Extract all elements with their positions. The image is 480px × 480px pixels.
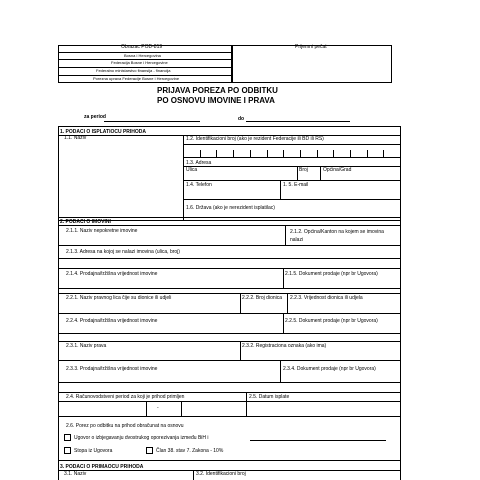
id-cell-divider [250, 150, 251, 157]
shares-market-value-label: 2.2.4. Prodajna/tržišna vrijednost imovine [66, 318, 158, 324]
period-from-label: za period [84, 114, 106, 120]
issuer-line-4: Porezna uprava Federacije Bosne i Hercegovine [93, 76, 180, 81]
recipient-name-label: 3.1. Naziv [64, 471, 87, 477]
shares-sale-document-label: 2.2.5. Dokument prodaje (npr br Ugovora) [285, 318, 378, 324]
property-sale-document-label: 2.1.5. Dokument prodaje (npr br Ugovora) [285, 271, 378, 277]
issuer-line-3: Federalno ministarstvo finansija - financija [96, 68, 171, 73]
payer-address-label: 1.3. Adresa [186, 160, 212, 166]
right-registration-label: 2.3.2. Registraciona oznaka (ako ima) [242, 343, 327, 349]
treaty-rate-checkbox[interactable] [64, 447, 71, 454]
id-cell-divider [233, 150, 234, 157]
period-from-field[interactable] [104, 121, 200, 122]
section3-heading: 3. PODACI O PRIMAOCU PRIHODA [60, 464, 144, 470]
section2-heading: 2. PODACI O IMOVINI [60, 219, 111, 225]
id-cell-divider [367, 150, 368, 157]
right-sale-document-label: 2.3.4. Dokument prodaje (npr br Ugovora) [283, 366, 376, 372]
payer-id-label: 1.2. Identifikacioni broj (ako je rezident Federacije ili BD ili RS) [186, 136, 324, 142]
id-cell-divider [350, 150, 351, 157]
article-38-label: Član 38. stav 7. Zakona - 10% [156, 448, 224, 454]
payer-street-label: Ulica [186, 167, 198, 173]
property-address-label: 2.1.3. Adresa na kojoj se nalazi imovina (ulica, broj) [66, 249, 180, 255]
form-code: Obrazac POD-819 [121, 44, 163, 50]
withholding-basis-label: 2.6. Porez po odbitku na prihod obračunat na osnovu [66, 423, 184, 429]
received-stamp-box [232, 45, 392, 83]
payment-date-label: 2.5. Datum isplate [249, 394, 290, 400]
issuer-line-1: Bosna i Hercegovina [124, 53, 161, 58]
received-stamp-label: Prijemni pečat [295, 44, 327, 50]
payer-country-label: 1.6. Država (ako je nerezident isplatilac) [186, 205, 275, 211]
form-title-line-2: PO OSNOVU IMOVINE I PRAVA [157, 96, 275, 105]
treaty-rate-label: Stopa iz Ugovora [74, 448, 113, 454]
period-separator: - [157, 405, 159, 411]
shares-count-label: 2.2.2. Broj dionica [242, 295, 283, 301]
id-cell-divider [267, 150, 268, 157]
id-cell-divider [333, 150, 334, 157]
id-cell-divider [283, 150, 284, 157]
issuer-line-2: Federacija Bosne i Hercegovine [111, 60, 168, 65]
period-to-label: do [238, 116, 245, 122]
recipient-id-label: 3.2. Identifikacioni broj [196, 471, 246, 477]
property-name-label: 2.1.1. Naziv nepokretne imovine [66, 228, 138, 234]
id-cell-divider [216, 150, 217, 157]
payer-municipality-label: Općina/Grad [323, 167, 352, 173]
treaty-option-label: Ugovor o izbjegavanju dvostrukog oporezivanja između BiH i [74, 435, 209, 441]
right-value-label: 2.3.3. Prodajna/tržišna vrijednost imovine [66, 366, 158, 372]
payer-name-field[interactable] [64, 142, 182, 212]
id-cell-divider [200, 150, 201, 157]
id-cell-divider [300, 150, 301, 157]
id-cell-divider [317, 150, 318, 157]
treaty-country-field[interactable] [250, 440, 386, 441]
id-cell-divider [383, 150, 384, 157]
payer-phone-label: 1.4. Telefon [186, 182, 212, 188]
accounting-period-label: 2.4. Računovodstveni period za koji je prihod primljen [66, 394, 185, 400]
article-38-checkbox[interactable] [146, 447, 153, 454]
section1-heading: 1. PODACI O ISPLATIOCU PRIHODA [60, 129, 147, 135]
shares-value-label: 2.2.3. Vrijednost dionica ili udjela [290, 295, 363, 301]
property-municipality-label: 2.1.2. Općina/Kanton na kojem se imovina nalazi [290, 229, 384, 243]
period-to-field[interactable] [246, 121, 350, 122]
shares-company-label: 2.2.1. Naziv pravnog lica čije su dionice ili udjeli [66, 295, 172, 301]
payer-email-label: 1. 5. E-mail [283, 182, 309, 188]
property-value-label: 2.1.4. Prodajna/tržišna vrijednost imovine [66, 271, 158, 277]
payer-number-label: Broj [299, 167, 308, 173]
right-name-label: 2.3.1. Naziv prava [66, 343, 107, 349]
payer-name-label: 1.1. Naziv [64, 135, 87, 141]
treaty-checkbox[interactable] [64, 434, 71, 441]
form-title-line-1: PRIJAVA POREZA PO ODBITKU [157, 86, 278, 95]
